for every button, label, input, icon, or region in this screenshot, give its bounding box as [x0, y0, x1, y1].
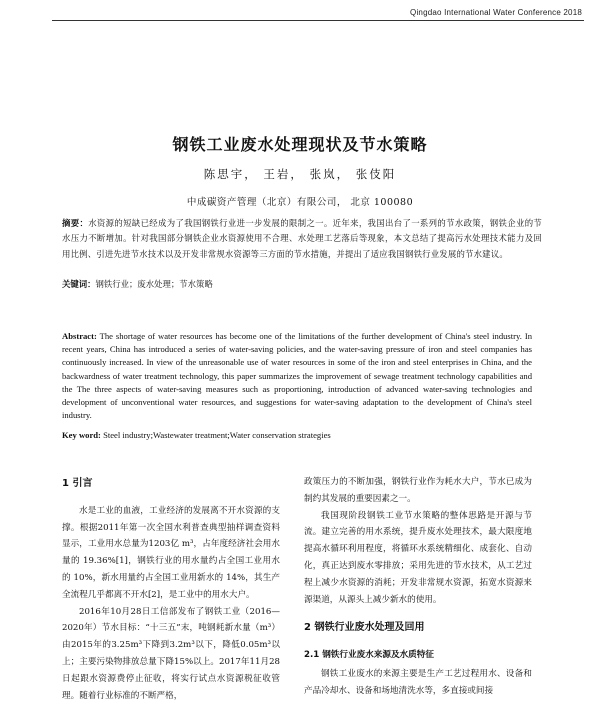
section-1-heading: 1 引言 [62, 478, 93, 489]
conference-header: Qingdao International Water Conference 2018 [410, 8, 582, 17]
header-rule [52, 20, 584, 21]
english-abstract-label: Abstract: [62, 331, 97, 341]
section-1-paragraph-2: 2016年10月28日工信部发布了钢铁工业（2016—2020年）节水目标：“十三五”末，吨钢耗新水量（m³）由2015年的3.25m³下降到3.2m³以下，降低0.05m³以上；主要污染物排放总量下降15%以上。2017年11月28日起跟水资源费停止征收，将实行试点水资源税征收管理。随着行业标准的不断严格， [62, 606, 280, 701]
chinese-abstract-text: 水资源的短缺已经成为了我国钢铁行业进一步发展的限制之一。近年来，我国出台了一系列的节水政策，钢铁企业的节水压力不断增加。针对我国部分钢铁企业水资源使用不合理、水处理工艺落后等现象，本文总结了提高污水处理技术能力及回用比例、引进先进节水技术以及开发非常规水资源等三方面的节水措施，并提出了适应我国钢铁行业发展的节水建议。 [62, 218, 542, 259]
chinese-abstract-label: 摘要： [62, 218, 89, 228]
section-2-heading: 2 钢铁行业废水处理及回用 [304, 622, 425, 634]
english-keywords [62, 430, 532, 440]
right-column [304, 464, 532, 700]
chinese-keywords-label: 关键词： [62, 279, 96, 289]
section-2-1-heading: 2.1 钢铁行业废水来源及水质特征 [304, 650, 434, 661]
section-2-1-paragraph-1: 钢铁工业废水的来源主要是生产工艺过程用水、设备和产品冷却水、设备和场地清洗水等，多直接或间接 [304, 668, 532, 696]
right-paragraph-2: 我国现阶段钢铁工业节水策略的整体思路是开源与节流。建立完善的用水系统，提升废水处理技术，最大限度地提高水循环利用程度，将循环水系统精细化、成套化、自动化，真正达到废水零排放；采用先进的节水技术，从工艺过程上减少水资源的消耗；开发非常规水资源，拓宽水资源来源渠道，从源头上减少新水的使用。 [304, 510, 532, 605]
english-abstract-text: The shortage of water resources has become one of the limitations of the further development of China's steel industry. In recent years, China has introduced a series of water-saving policies, and the water-saving pressure of iron and steel companies has continuously increased. In view of the unreasonable use of water resources in some of the iron and steel enterprises in China, and the backwardness of water treatment technology, this paper summarizes the improvement of sewage treatment technology capabilities and the The three aspects of water-saving measures such as proportioning, introduction of advanced water-saving technologies and development of unconventional water resources, and suggestions for water-saving adaptation to the development of China's steel industry. [62, 331, 532, 421]
english-keywords-text: Steel industry;Wastewater treatment;Water conservation strategies [103, 430, 331, 440]
paper-authors: 陈思宇， 王岩， 张岚， 张伎阳 [203, 167, 397, 181]
chinese-keywords-text: 钢铁行业；废水处理；节水策略 [95, 279, 213, 289]
english-abstract [62, 330, 532, 422]
right-paragraph-1: 政策压力的不断加强，钢铁行业作为耗水大户，节水已成为制约其发展的重要因素之一。 [304, 477, 532, 504]
chinese-keywords [62, 278, 542, 290]
paper-affiliation: 中成碳资产管理（北京）有限公司， 北京 100080 [186, 197, 414, 208]
paper-title: 钢铁工业废水处理现状及节水策略 [172, 135, 428, 154]
chinese-abstract [62, 216, 542, 262]
section-1-paragraph-1: 水是工业的血液，工业经济的发展离不开水资源的支撑。根据2011年第一次全国水利普查典型抽样调查资料显示，工业用水总量为1203亿 m³，占年度经济社会用水量的 19.36%[1]，钢铁行业的用水量约占全国工业用水的 10%，新水用量约占全国工业用新水的 14%，其生产全流程几乎都离不开水[2]，是工业中的用水大户。 [62, 505, 280, 600]
left-column [62, 464, 280, 704]
english-keywords-label: Key word: [62, 430, 101, 440]
